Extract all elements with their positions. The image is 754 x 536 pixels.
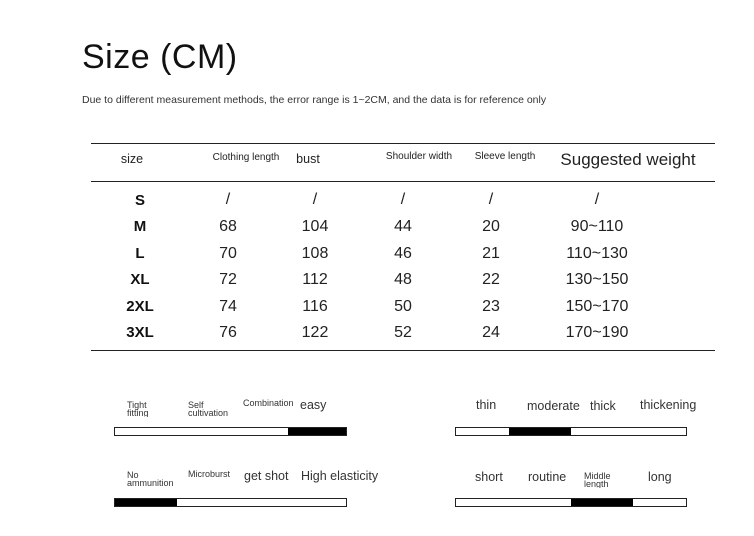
thickness-bar bbox=[455, 427, 687, 436]
cell-length: / bbox=[225, 191, 231, 208]
header-suggested-weight: Suggested weight bbox=[560, 150, 696, 169]
scale-label-thin: thin bbox=[476, 398, 497, 412]
scale-label-routine: routine bbox=[528, 470, 567, 484]
cell-bust: 122 bbox=[301, 324, 329, 341]
scale-label-tight-fitting: Tight fitting bbox=[127, 401, 149, 417]
cell-shoulder: 48 bbox=[394, 271, 412, 288]
cell-length: 76 bbox=[219, 324, 237, 341]
cell-sleeve: 22 bbox=[482, 271, 500, 288]
scale-label-self-cultivation: Self cultivation bbox=[188, 401, 229, 417]
cell-size: M bbox=[133, 218, 147, 235]
cell-shoulder: 52 bbox=[394, 324, 412, 341]
scale-label-microburst: Microburst bbox=[188, 470, 231, 479]
cell-sleeve: 20 bbox=[482, 218, 500, 235]
cell-bust: / bbox=[312, 191, 318, 208]
scale-label-middle-length: Middle length bbox=[584, 472, 611, 488]
header-clothing-length: Clothing length bbox=[212, 152, 280, 163]
table-header-rule bbox=[91, 181, 715, 182]
header-size: size bbox=[120, 152, 144, 166]
cell-sleeve: 23 bbox=[482, 298, 500, 315]
cell-sleeve: / bbox=[488, 191, 494, 208]
scale-label-combination: Combination bbox=[243, 399, 294, 408]
cell-size: L bbox=[135, 245, 145, 262]
cell-length: 70 bbox=[219, 245, 237, 262]
fit-bar-fill bbox=[288, 428, 346, 435]
scale-label-long: long bbox=[648, 470, 672, 484]
cell-shoulder: 46 bbox=[394, 245, 412, 262]
cell-size: S bbox=[134, 192, 145, 209]
scale-label-thick: thick bbox=[590, 399, 616, 413]
table-bottom-rule bbox=[91, 350, 715, 351]
cell-bust: 112 bbox=[302, 271, 328, 288]
fit-bar bbox=[114, 427, 347, 436]
cell-weight: 150~170 bbox=[565, 298, 629, 315]
cell-bust: 104 bbox=[301, 218, 329, 235]
cell-bust: 108 bbox=[301, 245, 329, 262]
scale-label-thickening: thickening bbox=[640, 398, 697, 412]
scale-label-moderate: moderate bbox=[527, 399, 580, 413]
cell-weight: 130~150 bbox=[565, 271, 629, 288]
cell-sleeve: 24 bbox=[482, 324, 500, 341]
cell-shoulder: 44 bbox=[394, 218, 412, 235]
cell-bust: 116 bbox=[302, 298, 328, 315]
cell-size: 3XL bbox=[126, 324, 154, 341]
cell-size: XL bbox=[130, 271, 150, 288]
cell-length: 72 bbox=[219, 271, 237, 288]
page-title: Size (CM) bbox=[82, 38, 238, 76]
cell-shoulder: / bbox=[400, 191, 406, 208]
cell-shoulder: 50 bbox=[394, 298, 412, 315]
cell-length: 68 bbox=[219, 218, 237, 235]
cell-weight: 110~130 bbox=[566, 245, 628, 262]
scale-label-easy: easy bbox=[300, 398, 327, 412]
cell-length: 74 bbox=[219, 298, 237, 315]
scale-label-get-shot: get shot bbox=[244, 469, 289, 483]
cell-weight: 170~190 bbox=[565, 324, 629, 341]
header-sleeve-length: Sleeve length bbox=[474, 151, 536, 162]
thickness-bar-fill bbox=[509, 428, 571, 435]
cell-weight: / bbox=[594, 191, 600, 208]
page-subtitle: Due to different measurement methods, the error range is 1~2CM, and the data is for reference only bbox=[82, 94, 547, 106]
header-bust: bust bbox=[296, 152, 320, 166]
scale-label-no-ammunition: No ammunition bbox=[127, 471, 174, 487]
length-bar-fill bbox=[571, 499, 633, 506]
elasticity-bar-fill bbox=[115, 499, 177, 506]
cell-sleeve: 21 bbox=[482, 245, 500, 262]
elasticity-bar bbox=[114, 498, 347, 507]
cell-weight: 90~110 bbox=[570, 218, 624, 235]
length-bar bbox=[455, 498, 687, 507]
table-top-rule bbox=[91, 143, 715, 144]
header-shoulder-width: Shoulder width bbox=[385, 151, 453, 162]
cell-size: 2XL bbox=[126, 298, 154, 315]
scale-label-short: short bbox=[475, 470, 503, 484]
scale-label-high-elasticity: High elasticity bbox=[301, 469, 379, 483]
